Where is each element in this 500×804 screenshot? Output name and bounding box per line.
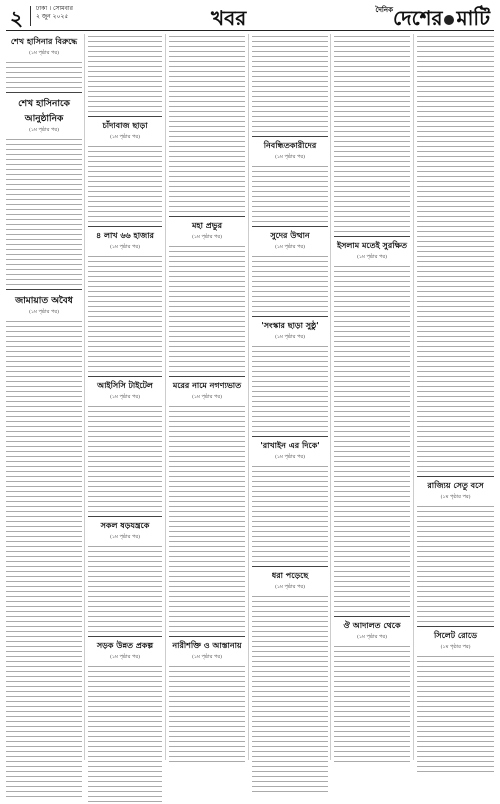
column-6	[417, 34, 494, 774]
headline-sub: (১ম পৃষ্ঠার পর)	[274, 334, 306, 340]
headline-sub: (১ম পৃষ্ঠার পর)	[356, 254, 388, 260]
headline: 'রাখাইন এর দিকে'	[252, 436, 328, 453]
date-line-1: ঢাকা । সোমবার	[36, 5, 73, 12]
column-rule	[248, 34, 249, 760]
article-body	[334, 644, 410, 764]
headline: ধরা পড়েছে	[252, 566, 328, 583]
page-number: ২	[10, 6, 24, 30]
headline-sub: (১ম পৃষ্ঠার পর)	[28, 127, 60, 133]
headline: মহা প্রভুর	[169, 216, 245, 233]
headline: সকল ষড়যন্ত্রকে	[88, 516, 162, 533]
headline-sub: (১ম পৃষ্ঠার পর)	[191, 654, 223, 660]
headline-sub: (১ম পৃষ্ঠার পর)	[274, 244, 306, 250]
article-body	[169, 244, 245, 374]
masthead-small: দৈনিক	[375, 5, 393, 14]
article-body	[88, 34, 162, 114]
section-title: খবর	[211, 6, 247, 30]
headline: নারীশক্তি ও আস্তানায়	[169, 636, 245, 653]
article-body	[169, 664, 245, 764]
headline: শেখ হাসিনার বিরুদ্ধে	[10, 36, 78, 46]
column-rule	[413, 34, 414, 760]
column-1	[6, 34, 82, 799]
article-body	[252, 34, 328, 134]
article-body	[169, 34, 245, 214]
column-rule	[330, 34, 331, 760]
article-body	[252, 164, 328, 224]
masthead-right: মাটি	[456, 6, 490, 30]
headline-sub: (১ম পৃষ্ঠার পর)	[274, 454, 306, 460]
headline-sub: (১ম পৃষ্ঠার পর)	[109, 534, 141, 540]
article-body	[6, 60, 82, 90]
article-body	[252, 344, 328, 434]
column-3	[169, 34, 245, 764]
article-body	[417, 504, 494, 624]
article-body	[88, 664, 162, 804]
article-body	[6, 319, 82, 799]
headline: সুদের উত্থান	[252, 226, 328, 243]
article-body	[334, 34, 410, 234]
headline-sub: (১ম পৃষ্ঠার পর)	[356, 634, 388, 640]
article-body	[334, 264, 410, 614]
column-4	[252, 34, 328, 794]
column-2	[88, 34, 162, 804]
headline: আইসিসি টাইটেল	[88, 376, 162, 393]
article-body	[88, 254, 162, 374]
headline-sub: (১ম পৃষ্ঠার পর)	[274, 584, 306, 590]
article-body	[252, 464, 328, 564]
headline-sub: (১ম পৃষ্ঠার পর)	[191, 394, 223, 400]
headline: জামায়াত অবৈধ	[6, 289, 82, 308]
date-line-2: ২ জুন ২০২৫	[36, 13, 69, 20]
headline-sub: (১ম পৃষ্ঠার পর)	[440, 644, 471, 650]
masthead	[375, 4, 490, 37]
page-header	[6, 4, 494, 31]
headline: ইসলাম মতেই সুরক্ষিত	[334, 236, 410, 253]
article-body	[417, 34, 494, 474]
headline: শেখ হাসিনাকে আনুষ্ঠানিক	[6, 92, 82, 126]
article-body	[88, 144, 162, 224]
headline: নিবন্ধিতকারীদের	[252, 136, 328, 153]
headline: সড়ক উন্নত প্রকল্প	[88, 636, 162, 653]
headline-sub: (১ম পৃষ্ঠার পর)	[28, 309, 60, 315]
headline-sub: (১ম পৃষ্ঠার পর)	[109, 394, 141, 400]
article-body	[88, 544, 162, 634]
column-5	[334, 34, 410, 764]
article-body	[169, 404, 245, 634]
headline: ৪ লাখ ৬৬ হাজার	[88, 226, 162, 243]
article-body	[417, 654, 494, 774]
headline-sub: (১ম পৃষ্ঠার পর)	[109, 654, 141, 660]
globe-icon	[444, 15, 454, 25]
headline-sub: (১ম পৃষ্ঠার পর)	[28, 50, 60, 56]
article-body	[6, 137, 82, 287]
headline: রাজ্যিয় সেতু বসে	[417, 476, 494, 493]
headline-sub: (১ম পৃষ্ঠার পর)	[109, 244, 141, 250]
article-body	[252, 594, 328, 794]
headline: সিলেট রোডে	[417, 626, 494, 643]
column-rule	[84, 34, 85, 760]
masthead-left: দেশের	[392, 6, 443, 30]
headline-sub: (১ম পৃষ্ঠার পর)	[109, 134, 141, 140]
headline-sub: (১ম পৃষ্ঠার পর)	[274, 154, 306, 160]
headline: ঔ আদালত থেকে	[334, 616, 410, 633]
article-body	[252, 254, 328, 314]
date-block	[36, 5, 73, 21]
headline: চাঁদাবাজ ছাড়া	[88, 116, 162, 133]
headline: মরের নামে নগণ্যভাত	[169, 376, 245, 393]
headline-sub: (১ম পৃষ্ঠার পর)	[440, 494, 471, 500]
headline-sub: (১ম পৃষ্ঠার পর)	[191, 234, 223, 240]
header-separator	[30, 6, 31, 26]
headline: 'সংস্কার ছাড়া সুষ্ঠু'	[252, 316, 328, 333]
column-rule	[165, 34, 166, 760]
article-body	[88, 404, 162, 514]
